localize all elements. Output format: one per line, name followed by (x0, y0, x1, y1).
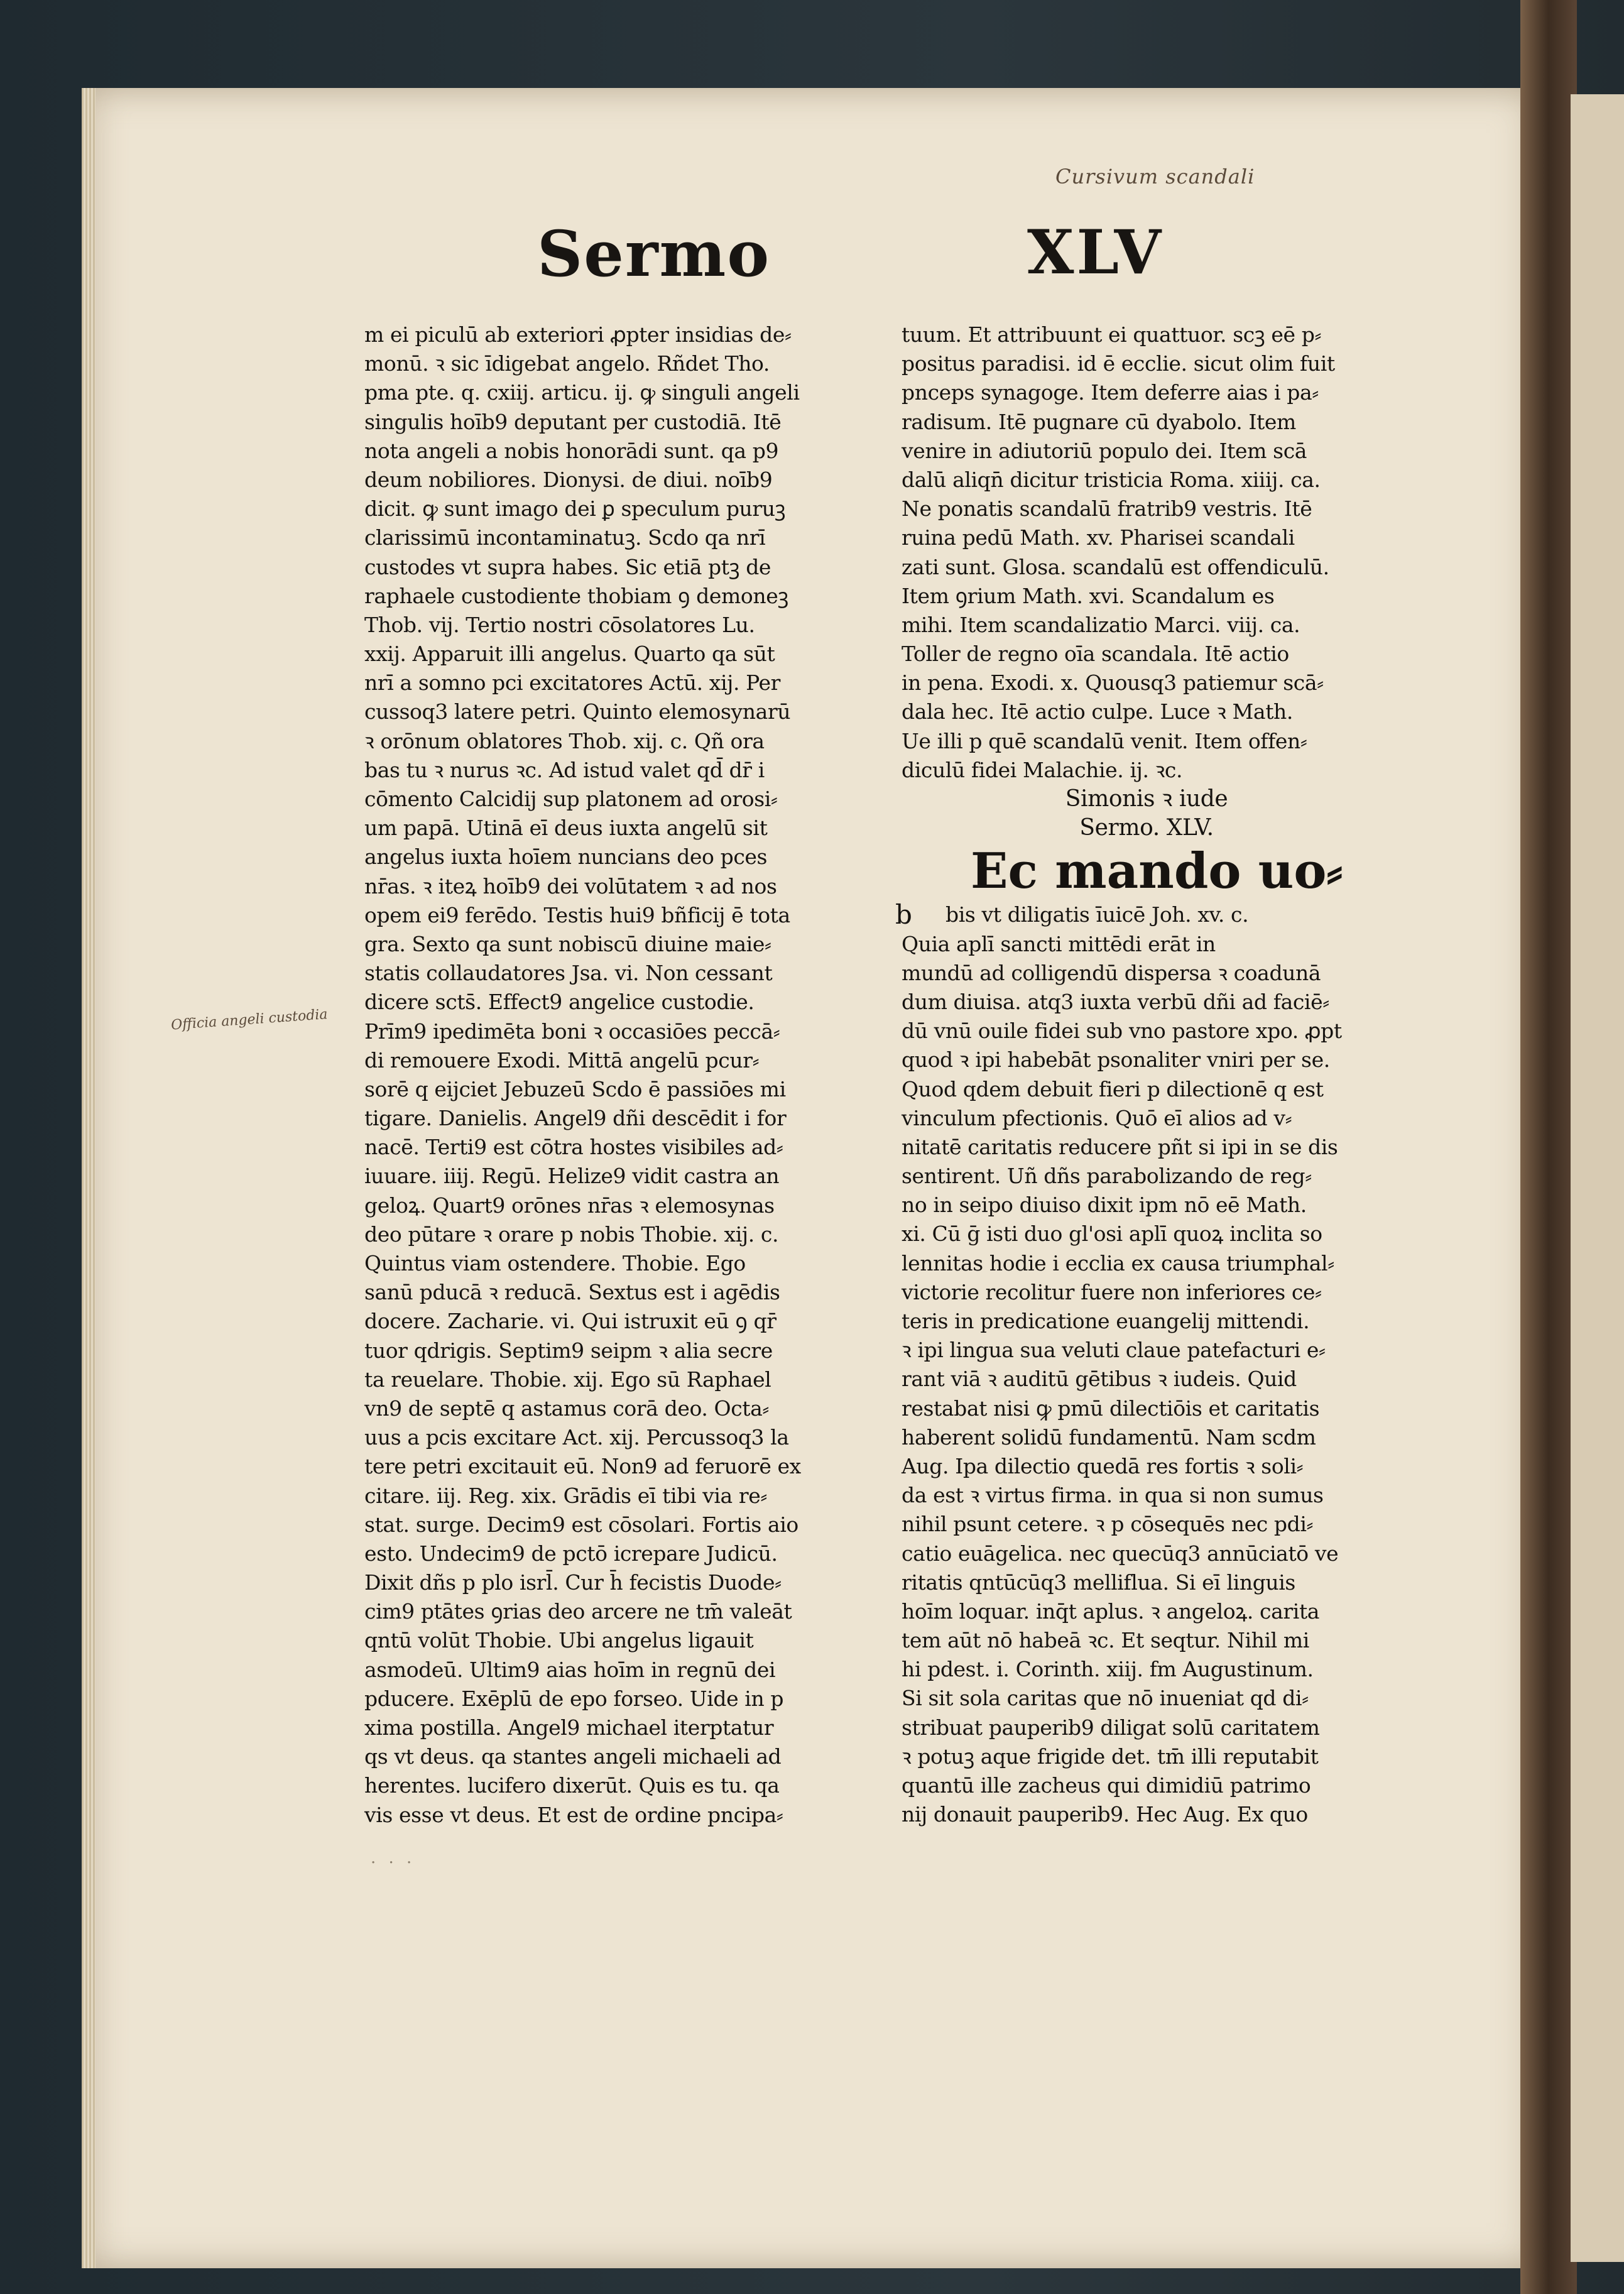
text-line: tuor qdrigis. Septim9 seipm ꝛ alia secre (364, 1338, 773, 1363)
text-line: nij donauit pauperib9. Hec Aug. Ex quo (902, 1802, 1308, 1827)
text-line: xi. Cū ḡ isti duo gl'osi aplī quoꝝ inclita so (902, 1221, 1322, 1247)
text-line: Thob. vij. Tertio nostri cōsolatores Lu. (364, 612, 755, 637)
text-line: ꝛ ipi lingua sua veluti claue patefacturi e⸗ (902, 1338, 1326, 1363)
text-line: xxij. Apparuit illi angelus. Quarto qa sūt (364, 642, 775, 667)
text-line: tere petri excitauit eū. Non9 ad feruorē ex (364, 1454, 801, 1479)
text-line: zati sunt. Glosa. scandalū est offendiculū. (902, 554, 1329, 579)
text-line: vn9 de septē q astamus corā deo. Octa⸗ (364, 1396, 769, 1421)
text-line: quod ꝛ ipi habebāt psonaliter vniri per se. (902, 1047, 1330, 1073)
text-line: qs vt deus. qa stantes angeli michaeli ad (364, 1744, 782, 1769)
facing-page-edge (1571, 94, 1624, 2262)
initial-letter: b (895, 899, 912, 931)
marginal-note-left: Officia angeli custodia (170, 1007, 329, 1034)
text-line: dalū aliqn̄ dicitur tristicia Roma. xiiij. ca. (902, 467, 1321, 492)
text-line: nrī a somno pci excitatores Actū. xij. Per (364, 670, 780, 696)
text-line: m ei piculū ab exteriori ꝓpter insidias de⸗ (364, 322, 792, 347)
text-line: no in seipo diuiso dixit ipm nō eē Math. (902, 1193, 1307, 1218)
text-line: tigare. Danielis. Angel9 dñi descēdit i for (364, 1106, 787, 1131)
text-line: mundū ad colligendū dispersa ꝛ coadunā (902, 960, 1321, 985)
text-line: geloꝝ. Quart9 orōnes nr̄as ꝛ elemosynas (364, 1193, 775, 1218)
text-line: ruina pedū Math. xv. Pharisei scandali (902, 525, 1295, 550)
text-line: dum diuisa. atq3 iuxta verbū dñi ad faciē⸗ (902, 989, 1329, 1014)
text-line: xima postilla. Angel9 michael iterptatur (364, 1715, 774, 1740)
text-line: catio euāgelica. nec quecūq3 annūciatō ve (902, 1541, 1339, 1566)
text-line: nota angeli a nobis honorādi sunt. qa p9 (364, 438, 779, 463)
text-line: qntū volūt Thobie. Ubi angelus ligauit (364, 1628, 754, 1653)
text-line: tuum. Et attribuunt ei quattuor. scꝫ eē p⸗ (902, 322, 1322, 347)
text-line: clarissimū incontaminatuꝫ. Scdo qa nrī (364, 525, 766, 550)
text-line: vis esse vt deus. Et est de ordine pncipa⸗ (364, 1802, 783, 1827)
text-line: sanū pducā ꝛ reducā. Sextus est i agēdis (364, 1280, 780, 1305)
text-line: bas tu ꝛ nurus ꝛc. Ad istud valet qd̄ dr̄ i (364, 757, 765, 782)
text-line: Aug. Ipa dilectio quedā res fortis ꝛ soli⸗ (902, 1453, 1304, 1478)
text-line: raphaele custodiente thobiam ꝯ demoneꝫ (364, 583, 788, 608)
text-line: pducere. Exēplū de epo forseo. Uide in p (364, 1686, 784, 1711)
text-line: victorie recolitur fuere non inferiores ce⸗ (902, 1279, 1322, 1304)
text-line: Ne ponatis scandalū fratrib9 vestris. Itē (902, 496, 1312, 522)
text-line: dala hec. Itē actio culpe. Luce ꝛ Math. (902, 699, 1293, 724)
text-line: sentirent. Uñ dñs parabolizando de reg⸗ (902, 1164, 1312, 1189)
text-column-right (895, 320, 1392, 1829)
text-line: ꝛ orōnum oblatores Thob. xij. c. Qñ ora (364, 728, 765, 753)
text-line: Ue illi p quē scandalū venit. Item offen⸗ (902, 728, 1307, 753)
text-line: ꝛ potuꝫ aque frigide det. tm̄ illi reputabit (902, 1744, 1319, 1769)
page-edge-stack (82, 88, 95, 2268)
text-line: stribuat pauperib9 diligat solū caritatem (902, 1715, 1320, 1740)
text-line: cim9 ptātes ꝯrias deo arcere ne tm̄ valeāt (364, 1599, 792, 1624)
text-line: statis collaudatores Jsa. vi. Non cessant (364, 961, 773, 986)
text-line: Quia aplī sancti mittēdi erāt in (902, 931, 1216, 956)
text-line: positus paradisi. id ē ecclie. sicut olim fuit (902, 351, 1335, 376)
text-line: citare. iij. Reg. xix. Grādis eī tibi via re⸗ (364, 1483, 767, 1508)
text-line: in pena. Exodi. x. Quousq3 patiemur scā⸗ (902, 670, 1324, 696)
text-line: deo pūtare ꝛ orare p nobis Thobie. xij. c. (364, 1221, 779, 1247)
text-line: haberent solidū fundamentū. Nam scdm (902, 1424, 1316, 1450)
text-line: um papā. Utinā eī deus iuxta angelū sit (364, 816, 768, 841)
text-line: dicere scts̄. Effect9 angelice custodie. (364, 990, 755, 1015)
text-line: Quintus viam ostendere. Thobie. Ego (364, 1251, 746, 1275)
right-column-body-text (895, 899, 1392, 1829)
text-line (895, 899, 1392, 931)
running-header-left: Sermo (537, 217, 771, 291)
text-line: teris in predicatione euangelij mittendi. (902, 1309, 1310, 1333)
text-line: custodes vt supra habes. Sic etiā ptꝫ de (364, 554, 771, 579)
text-line: da est ꝛ virtus firma. in qua si non sumus (902, 1483, 1324, 1508)
sermon-heading (902, 785, 1392, 843)
text-line: ritatis qntūcūq3 melliflua. Si eī linguis (902, 1570, 1295, 1595)
text-line: gra. Sexto qa sunt nobiscū diuine maie⸗ (364, 931, 771, 956)
heading-line: Sermo. XLV. (1079, 815, 1214, 841)
text-line: dū vnū ouile fidei sub vno pastore xpo. ꝓpt (902, 1019, 1342, 1044)
text-line: deum nobiliores. Dionysi. de diui. noīb9 (364, 467, 773, 492)
right-column-top-text (902, 320, 1392, 785)
text-line: rant viā ꝛ auditū gētibus ꝛ iudeis. Quid (902, 1367, 1297, 1392)
text-line: quantū ille zacheus qui dimidiū patrimo (902, 1773, 1311, 1798)
text-line: Toller de regno oīa scandala. Itē actio (902, 642, 1289, 667)
text-line: hoīm loquar. inq̄t aplus. ꝛ angeloꝝ. carita (902, 1598, 1320, 1624)
text-line: vinculum pfectionis. Quō eī alios ad v⸗ (902, 1105, 1292, 1130)
text-line: hi pdest. i. Corinth. xiij. fm Augustinum. (902, 1657, 1314, 1682)
text-line: asmodeū. Ultim9 aias hoīm in regnū dei (364, 1657, 776, 1682)
text-line: esto. Undecim9 de pctō icrepare Judicū. (364, 1541, 778, 1566)
text-line: iuuare. iiij. Regū. Helize9 vidit castra an (364, 1164, 780, 1189)
text-line: pnceps synagoge. Item deferre aias i pa⸗ (902, 380, 1319, 405)
text-line: angelus iuxta hoīem nuncians deo pces (364, 844, 768, 870)
text-column-left (364, 320, 867, 1830)
text-line: restabat nisi ꝙ pmū dilectiōis et caritatis (902, 1396, 1320, 1421)
marginal-note-top: Cursivum scandali (1055, 165, 1255, 188)
text-line: stat. surge. Decim9 est cōsolari. Fortis aio (364, 1512, 798, 1537)
text-line: dicit. ꝙ sunt imago dei ꝑ speculum puruꝫ (364, 496, 786, 522)
running-header-right: XLV (1027, 217, 1164, 288)
text-line: monū. ꝛ sic īdigebat angelo. Rñdet Tho. (364, 351, 770, 376)
text-line: ta reuelare. Thobie. xij. Ego sū Raphael (364, 1367, 771, 1392)
text-line: Si sit sola caritas que nō inueniat qd di⸗ (902, 1686, 1309, 1711)
text-line: nitatē caritatis reducere pñt si ipi in se dis (902, 1134, 1338, 1159)
text-line: nacē. Terti9 est cōtra hostes visibiles ad⸗ (364, 1135, 783, 1160)
text-line: pma pte. q. cxiij. articu. ij. ꝙ singuli angeli (364, 380, 800, 405)
text-line: venire in adiutoriū populo dei. Item scā (902, 438, 1307, 463)
text-line: lennitas hodie i ecclia ex causa triumphal⸗ (902, 1250, 1334, 1275)
text-line: Prīm9 ipedimēta boni ꝛ occasiōes peccā⸗ (364, 1019, 780, 1044)
text-line: cussoq3 latere petri. Quinto elemosynarū (364, 699, 791, 724)
text-line: docere. Zacharie. vi. Qui istruxit eū ꝯ qr̄ (364, 1309, 777, 1334)
text-line: opem ei9 ferēdo. Testis hui9 bñficij ē tota (364, 902, 790, 927)
text-line: diculū fidei Malachie. ij. ꝛc. (902, 757, 1183, 782)
heading-line: Simonis ꝛ iude (1065, 786, 1228, 812)
text-line: di remouere Exodi. Mittā angelū pcur⸗ (364, 1047, 760, 1073)
book-gutter (1520, 0, 1577, 2294)
sermon-incipit: Ec mando uo⸗ (971, 843, 1343, 900)
text-line: Item ꝯrium Math. xvi. Scandalum es (902, 583, 1275, 608)
text-line: nr̄as. ꝛ iteꝝ hoīb9 dei volūtatem ꝛ ad nos (364, 873, 777, 898)
text-line-content: bis vt diligatis īuicē Joh. xv. c. (946, 902, 1249, 927)
text-line: herentes. lucifero dixerūt. Quis es tu. qa (364, 1773, 780, 1798)
text-line: Quod qdem debuit fieri p dilectionē q est (902, 1076, 1324, 1101)
text-line: nihil psunt cetere. ꝛ p cōsequēs nec pdi⸗ (902, 1512, 1314, 1537)
bleed-through-marks: · · · (371, 1854, 416, 1872)
text-line: cōmento Calcidij sup platonem ad orosi⸗ (364, 787, 778, 811)
text-line: radisum. Itē pugnare cū dyabolo. Item (902, 409, 1296, 434)
text-line: sorē q eijciet Jebuzeū Scdo ē passiōes mi (364, 1076, 786, 1101)
text-line: uus a pcis excitare Act. xij. Percussoq3 la (364, 1425, 789, 1450)
text-line: Dixit dñs p plo isrl̄. Cur h̄ fecistis Duode⸗ (364, 1570, 782, 1595)
text-line: singulis hoīb9 deputant per custodiā. Itē (364, 409, 782, 434)
text-line: tem aūt nō habeā ꝛc. Et seqtur. Nihil mi (902, 1628, 1309, 1653)
text-line: mihi. Item scandalizatio Marci. viij. ca. (902, 612, 1300, 637)
